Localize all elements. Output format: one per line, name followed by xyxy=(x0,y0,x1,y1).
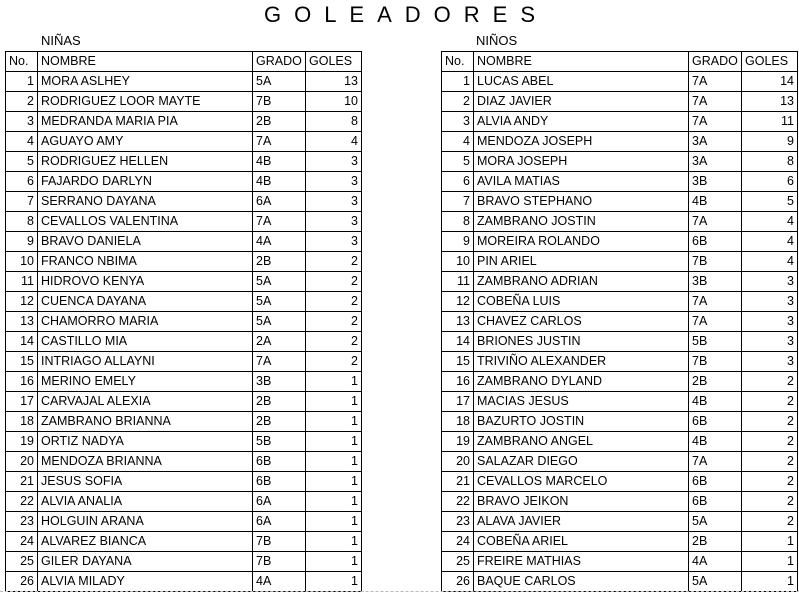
player-name-cell: BRAVO DANIELA xyxy=(38,232,253,252)
player-name-cell: FAJARDO DARLYN xyxy=(38,172,253,192)
player-name-cell: AGUAYO AMY xyxy=(38,132,253,152)
row-number-cell: 10 xyxy=(6,252,38,272)
grade-cell: 5A xyxy=(253,272,306,292)
grade-cell: 3B xyxy=(253,372,306,392)
table-row xyxy=(6,352,362,372)
table-row xyxy=(6,92,362,112)
goals-cell: 1 xyxy=(306,472,362,492)
table-row xyxy=(6,232,362,252)
column-header-no: No. xyxy=(442,52,474,72)
player-name-cell: ORTIZ NADYA xyxy=(38,432,253,452)
grade-cell: 4B xyxy=(689,432,742,452)
row-number-cell: 12 xyxy=(442,292,474,312)
table-row xyxy=(6,512,362,532)
row-number-cell: 22 xyxy=(442,492,474,512)
goals-cell: 3 xyxy=(306,152,362,172)
table-row xyxy=(6,312,362,332)
row-number-cell: 21 xyxy=(442,472,474,492)
player-name-cell: AVILA MATIAS xyxy=(474,172,689,192)
grade-cell: 5A xyxy=(689,572,742,592)
table-row xyxy=(6,332,362,352)
table-row xyxy=(6,132,362,152)
table-row xyxy=(442,212,798,232)
table-row xyxy=(442,92,798,112)
player-name-cell: MORA JOSEPH xyxy=(474,152,689,172)
player-name-cell: CASTILLO MIA xyxy=(38,332,253,352)
goals-cell: 1 xyxy=(306,512,362,532)
row-number-cell: 1 xyxy=(6,72,38,92)
table-row xyxy=(6,152,362,172)
goals-cell: 13 xyxy=(742,92,798,112)
goals-cell: 2 xyxy=(306,352,362,372)
row-number-cell: 23 xyxy=(442,512,474,532)
row-number-cell: 20 xyxy=(6,452,38,472)
table-row xyxy=(6,72,362,92)
table-row xyxy=(6,552,362,572)
row-number-cell: 17 xyxy=(6,392,38,412)
column-header-name: NOMBRE xyxy=(38,52,253,72)
goals-cell: 6 xyxy=(742,172,798,192)
grade-cell: 3B xyxy=(689,272,742,292)
row-number-cell: 4 xyxy=(442,132,474,152)
page-break-divider xyxy=(0,591,799,592)
goals-cell: 2 xyxy=(742,412,798,432)
goals-cell: 5 xyxy=(742,192,798,212)
goals-cell: 11 xyxy=(742,112,798,132)
grade-cell: 6B xyxy=(689,232,742,252)
goals-cell: 4 xyxy=(742,252,798,272)
player-name-cell: BRIONES JUSTIN xyxy=(474,332,689,352)
goals-cell: 1 xyxy=(306,432,362,452)
row-number-cell: 17 xyxy=(442,392,474,412)
grade-cell: 7A xyxy=(689,452,742,472)
grade-cell: 3A xyxy=(689,132,742,152)
player-name-cell: HIDROVO KENYA xyxy=(38,272,253,292)
grade-cell: 6A xyxy=(253,192,306,212)
player-name-cell: CHAMORRO MARIA xyxy=(38,312,253,332)
row-number-cell: 6 xyxy=(6,172,38,192)
row-number-cell: 2 xyxy=(6,92,38,112)
table-row xyxy=(442,132,798,152)
player-name-cell: ZAMBRANO DYLAND xyxy=(474,372,689,392)
goals-cell: 2 xyxy=(306,292,362,312)
player-name-cell: FRANCO NBIMA xyxy=(38,252,253,272)
grade-cell: 7A xyxy=(689,92,742,112)
goals-cell: 4 xyxy=(742,232,798,252)
table-row xyxy=(6,212,362,232)
player-name-cell: PIN ARIEL xyxy=(474,252,689,272)
player-name-cell: ZAMBRANO BRIANNA xyxy=(38,412,253,432)
goals-cell: 1 xyxy=(306,492,362,512)
goals-cell: 1 xyxy=(306,392,362,412)
goals-cell: 14 xyxy=(742,72,798,92)
goals-cell: 13 xyxy=(306,72,362,92)
table-row xyxy=(442,272,798,292)
row-number-cell: 16 xyxy=(6,372,38,392)
table-row xyxy=(442,492,798,512)
goals-cell: 1 xyxy=(306,532,362,552)
goals-cell: 1 xyxy=(306,552,362,572)
goals-cell: 4 xyxy=(742,212,798,232)
table-row xyxy=(442,472,798,492)
player-name-cell: CHAVEZ CARLOS xyxy=(474,312,689,332)
table-row xyxy=(442,172,798,192)
table-row xyxy=(442,232,798,252)
goals-cell: 1 xyxy=(306,412,362,432)
goals-cell: 3 xyxy=(742,352,798,372)
goals-cell: 8 xyxy=(742,152,798,172)
goals-cell: 3 xyxy=(306,192,362,212)
grade-cell: 5B xyxy=(253,432,306,452)
player-name-cell: BRAVO STEPHANO xyxy=(474,192,689,212)
grade-cell: 4A xyxy=(689,552,742,572)
goals-cell: 3 xyxy=(742,332,798,352)
grade-cell: 7A xyxy=(253,212,306,232)
player-name-cell: HOLGUIN ARANA xyxy=(38,512,253,532)
grade-cell: 5A xyxy=(253,312,306,332)
row-number-cell: 14 xyxy=(6,332,38,352)
boys-scorers-table xyxy=(441,51,798,592)
player-name-cell: CEVALLOS MARCELO xyxy=(474,472,689,492)
player-name-cell: RODRIGUEZ LOOR MAYTE xyxy=(38,92,253,112)
player-name-cell: MERINO EMELY xyxy=(38,372,253,392)
table-header-row xyxy=(442,52,798,72)
player-name-cell: COBEÑA ARIEL xyxy=(474,532,689,552)
grade-cell: 4B xyxy=(253,152,306,172)
player-name-cell: RODRIGUEZ HELLEN xyxy=(38,152,253,172)
player-name-cell: MENDOZA BRIANNA xyxy=(38,452,253,472)
grade-cell: 4A xyxy=(253,572,306,592)
row-number-cell: 8 xyxy=(6,212,38,232)
row-number-cell: 9 xyxy=(6,232,38,252)
goals-cell: 3 xyxy=(742,292,798,312)
grade-cell: 6B xyxy=(689,412,742,432)
goals-cell: 1 xyxy=(306,452,362,472)
goals-cell: 1 xyxy=(306,372,362,392)
grade-cell: 5A xyxy=(253,72,306,92)
player-name-cell: MACIAS JESUS xyxy=(474,392,689,412)
row-number-cell: 20 xyxy=(442,452,474,472)
player-name-cell: CARVAJAL ALEXIA xyxy=(38,392,253,412)
table-row xyxy=(442,352,798,372)
table-row xyxy=(442,512,798,532)
grade-cell: 6B xyxy=(689,472,742,492)
goals-cell: 1 xyxy=(742,572,798,592)
row-number-cell: 12 xyxy=(6,292,38,312)
goals-cell: 10 xyxy=(306,92,362,112)
row-number-cell: 11 xyxy=(442,272,474,292)
table-header-row xyxy=(6,52,362,72)
grade-cell: 6B xyxy=(253,452,306,472)
grade-cell: 7B xyxy=(689,252,742,272)
player-name-cell: ALVIA MILADY xyxy=(38,572,253,592)
row-number-cell: 2 xyxy=(442,92,474,112)
table-row xyxy=(6,532,362,552)
table-row xyxy=(442,312,798,332)
grade-cell: 4B xyxy=(689,192,742,212)
player-name-cell: GILER DAYANA xyxy=(38,552,253,572)
goals-cell: 1 xyxy=(742,552,798,572)
table-row xyxy=(442,572,798,592)
row-number-cell: 5 xyxy=(6,152,38,172)
grade-cell: 7A xyxy=(689,112,742,132)
goals-cell: 2 xyxy=(306,252,362,272)
goals-cell: 2 xyxy=(742,472,798,492)
player-name-cell: JESUS SOFIA xyxy=(38,472,253,492)
player-name-cell: CUENCA DAYANA xyxy=(38,292,253,312)
row-number-cell: 15 xyxy=(6,352,38,372)
table-row xyxy=(6,192,362,212)
row-number-cell: 8 xyxy=(442,212,474,232)
grade-cell: 7B xyxy=(253,552,306,572)
table-row xyxy=(6,572,362,592)
grade-cell: 2B xyxy=(253,392,306,412)
goals-cell: 2 xyxy=(742,372,798,392)
grade-cell: 6A xyxy=(253,512,306,532)
table-row xyxy=(442,432,798,452)
table-row xyxy=(442,192,798,212)
grade-cell: 2B xyxy=(689,532,742,552)
row-number-cell: 6 xyxy=(442,172,474,192)
column-header-goals: GOLES xyxy=(306,52,362,72)
row-number-cell: 9 xyxy=(442,232,474,252)
column-header-grade: GRADO xyxy=(689,52,742,72)
row-number-cell: 19 xyxy=(6,432,38,452)
table-row xyxy=(442,392,798,412)
page-title: GOLEADORES xyxy=(263,2,549,27)
goals-cell: 1 xyxy=(306,572,362,592)
player-name-cell: COBEÑA LUIS xyxy=(474,292,689,312)
table-row xyxy=(6,492,362,512)
table-row xyxy=(442,532,798,552)
grade-cell: 7A xyxy=(689,292,742,312)
girls-scorers-table xyxy=(5,51,362,592)
player-name-cell: CEVALLOS VALENTINA xyxy=(38,212,253,232)
row-number-cell: 7 xyxy=(442,192,474,212)
player-name-cell: INTRIAGO ALLAYNI xyxy=(38,352,253,372)
player-name-cell: MOREIRA ROLANDO xyxy=(474,232,689,252)
table-row xyxy=(6,412,362,432)
goals-cell: 3 xyxy=(306,172,362,192)
boys-section-label: NIÑOS xyxy=(476,33,518,48)
table-row xyxy=(442,152,798,172)
table-row xyxy=(6,392,362,412)
player-name-cell: BAQUE CARLOS xyxy=(474,572,689,592)
goals-cell: 3 xyxy=(306,232,362,252)
grade-cell: 4A xyxy=(253,232,306,252)
grade-cell: 5B xyxy=(689,332,742,352)
row-number-cell: 11 xyxy=(6,272,38,292)
goals-cell: 9 xyxy=(742,132,798,152)
grade-cell: 7A xyxy=(689,312,742,332)
table-row xyxy=(6,452,362,472)
grade-cell: 5A xyxy=(689,512,742,532)
table-row xyxy=(6,372,362,392)
row-number-cell: 16 xyxy=(442,372,474,392)
table-row xyxy=(6,112,362,132)
grade-cell: 2B xyxy=(689,372,742,392)
row-number-cell: 15 xyxy=(442,352,474,372)
column-header-goals: GOLES xyxy=(742,52,798,72)
goals-cell: 2 xyxy=(306,272,362,292)
goals-cell: 4 xyxy=(306,132,362,152)
grade-cell: 2B xyxy=(253,412,306,432)
row-number-cell: 13 xyxy=(442,312,474,332)
player-name-cell: ALVIA ANDY xyxy=(474,112,689,132)
row-number-cell: 5 xyxy=(442,152,474,172)
table-row xyxy=(442,452,798,472)
grade-cell: 5A xyxy=(253,292,306,312)
grade-cell: 7A xyxy=(689,212,742,232)
player-name-cell: LUCAS ABEL xyxy=(474,72,689,92)
player-name-cell: BAZURTO JOSTIN xyxy=(474,412,689,432)
row-number-cell: 4 xyxy=(6,132,38,152)
grade-cell: 7A xyxy=(689,72,742,92)
goals-cell: 3 xyxy=(306,212,362,232)
player-name-cell: TRIVIÑO ALEXANDER xyxy=(474,352,689,372)
grade-cell: 6B xyxy=(689,492,742,512)
table-row xyxy=(6,472,362,492)
player-name-cell: MEDRANDA MARIA PIA xyxy=(38,112,253,132)
goals-cell: 1 xyxy=(742,532,798,552)
grade-cell: 6A xyxy=(253,492,306,512)
row-number-cell: 26 xyxy=(442,572,474,592)
goals-cell: 2 xyxy=(742,432,798,452)
row-number-cell: 1 xyxy=(442,72,474,92)
goals-cell: 2 xyxy=(742,452,798,472)
row-number-cell: 7 xyxy=(6,192,38,212)
grade-cell: 2B xyxy=(253,252,306,272)
row-number-cell: 25 xyxy=(6,552,38,572)
row-number-cell: 26 xyxy=(6,572,38,592)
table-row xyxy=(442,372,798,392)
grade-cell: 7A xyxy=(253,352,306,372)
row-number-cell: 18 xyxy=(442,412,474,432)
table-row xyxy=(442,552,798,572)
player-name-cell: ALVIA ANALIA xyxy=(38,492,253,512)
goals-cell: 2 xyxy=(306,332,362,352)
goals-cell: 2 xyxy=(742,512,798,532)
player-name-cell: ZAMBRANO JOSTIN xyxy=(474,212,689,232)
table-row xyxy=(6,272,362,292)
row-number-cell: 13 xyxy=(6,312,38,332)
player-name-cell: SALAZAR DIEGO xyxy=(474,452,689,472)
table-row xyxy=(6,252,362,272)
table-row xyxy=(442,252,798,272)
row-number-cell: 19 xyxy=(442,432,474,452)
grade-cell: 3A xyxy=(689,152,742,172)
grade-cell: 4B xyxy=(689,392,742,412)
table-row xyxy=(442,72,798,92)
table-row xyxy=(442,332,798,352)
grade-cell: 3B xyxy=(689,172,742,192)
row-number-cell: 25 xyxy=(442,552,474,572)
player-name-cell: SERRANO DAYANA xyxy=(38,192,253,212)
row-number-cell: 22 xyxy=(6,492,38,512)
row-number-cell: 10 xyxy=(442,252,474,272)
row-number-cell: 3 xyxy=(6,112,38,132)
player-name-cell: BRAVO JEIKON xyxy=(474,492,689,512)
table-row xyxy=(442,412,798,432)
player-name-cell: MENDOZA JOSEPH xyxy=(474,132,689,152)
goals-cell: 8 xyxy=(306,112,362,132)
row-number-cell: 21 xyxy=(6,472,38,492)
table-row xyxy=(442,112,798,132)
grade-cell: 7B xyxy=(689,352,742,372)
goals-cell: 3 xyxy=(742,312,798,332)
table-row xyxy=(442,292,798,312)
player-name-cell: ALAVA JAVIER xyxy=(474,512,689,532)
goals-cell: 2 xyxy=(306,312,362,332)
column-header-no: No. xyxy=(6,52,38,72)
row-number-cell: 14 xyxy=(442,332,474,352)
column-header-grade: GRADO xyxy=(253,52,306,72)
player-name-cell: ZAMBRANO ADRIAN xyxy=(474,272,689,292)
grade-cell: 2B xyxy=(253,112,306,132)
player-name-cell: FREIRE MATHIAS xyxy=(474,552,689,572)
grade-cell: 4B xyxy=(253,172,306,192)
player-name-cell: ZAMBRANO ANGEL xyxy=(474,432,689,452)
goals-cell: 3 xyxy=(742,272,798,292)
grade-cell: 7B xyxy=(253,92,306,112)
girls-section-label: NIÑAS xyxy=(41,33,81,48)
row-number-cell: 23 xyxy=(6,512,38,532)
table-row xyxy=(6,432,362,452)
row-number-cell: 3 xyxy=(442,112,474,132)
grade-cell: 6B xyxy=(253,472,306,492)
player-name-cell: ALVAREZ BIANCA xyxy=(38,532,253,552)
table-row xyxy=(6,172,362,192)
row-number-cell: 24 xyxy=(6,532,38,552)
column-header-name: NOMBRE xyxy=(474,52,689,72)
table-row xyxy=(6,292,362,312)
grade-cell: 7B xyxy=(253,532,306,552)
grade-cell: 7A xyxy=(253,132,306,152)
grade-cell: 2A xyxy=(253,332,306,352)
goals-cell: 2 xyxy=(742,492,798,512)
row-number-cell: 18 xyxy=(6,412,38,432)
row-number-cell: 24 xyxy=(442,532,474,552)
player-name-cell: DIAZ JAVIER xyxy=(474,92,689,112)
goals-cell: 2 xyxy=(742,392,798,412)
player-name-cell: MORA ASLHEY xyxy=(38,72,253,92)
